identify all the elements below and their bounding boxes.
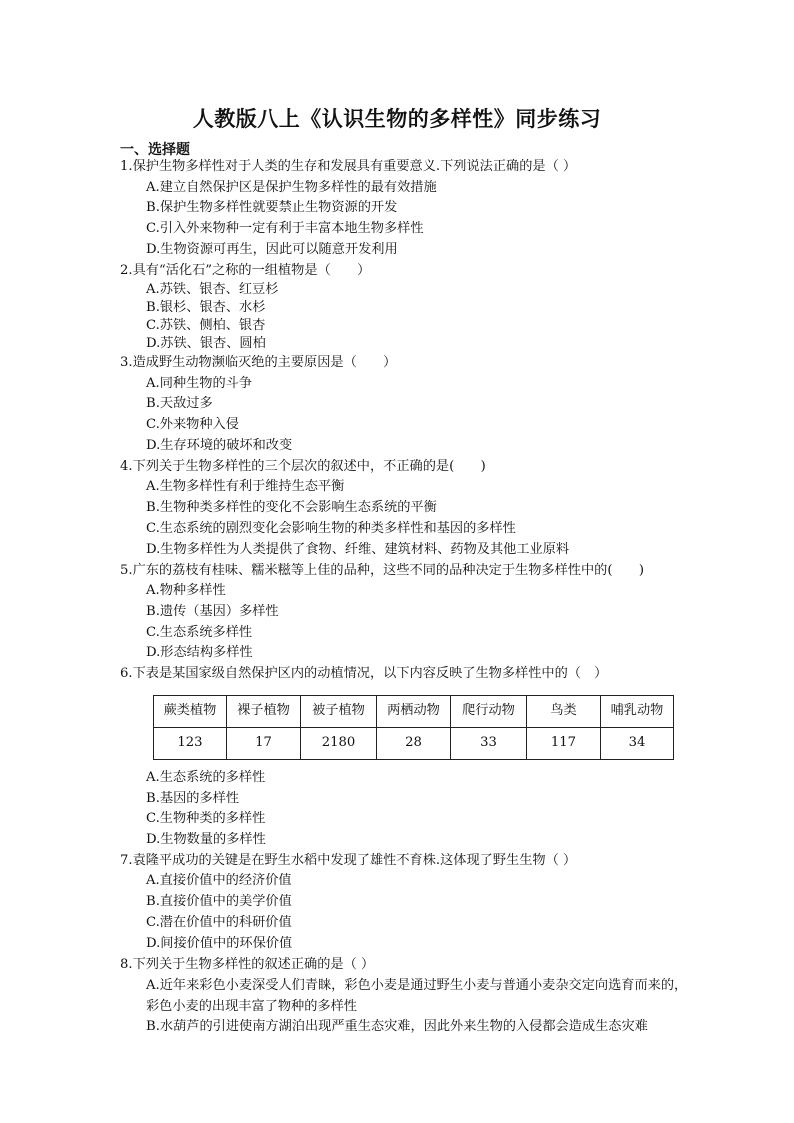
option-b: B.水葫芦的引进使南方湖泊出现严重生态灾难，因此外来生物的入侵都会造成生态灾难 (146, 1019, 648, 1035)
table-cell: 123 (154, 727, 227, 759)
page-title: 人教版八上《认识生物的多样性》同步练习 (192, 106, 602, 131)
option-c: C.潜在价值中的科研价值 (146, 915, 292, 931)
option-d: D.苏铁、银杏、圆柏 (146, 336, 266, 352)
table-cell: 33 (451, 727, 527, 759)
question-stem: 7.袁隆平成功的关键是在野生水稻中发现了雄性不育株.这体现了野生生物（ ） (120, 852, 577, 868)
option-a: A.生态系统的多样性 (146, 769, 266, 785)
option-c: C.外来物种入侵 (146, 417, 239, 433)
table-header-cell: 被子植物 (301, 695, 377, 727)
table-header-cell: 裸子植物 (227, 695, 301, 727)
question-stem: 4.下列关于生物多样性的三个层次的叙述中，不正确的是( ) (120, 458, 486, 474)
question-6 (120, 664, 700, 851)
option-d: D.生物数量的多样性 (146, 832, 266, 848)
option-a: A.建立自然保护区是保护生物多样性的最有效措施 (146, 179, 437, 195)
option-b: B.遗传（基因）多样性 (146, 603, 279, 619)
option-b: B.直接价值中的美学价值 (146, 894, 292, 910)
table-header-cell: 鸟类 (527, 695, 601, 727)
question-4 (120, 457, 700, 561)
option-a: A.近年来彩色小麦深受人们青睐，彩色小麦是通过野生小麦与普通小麦杂交定向选育而来的，彩色小麦的出现丰富了物种的多样性 (146, 978, 688, 1015)
option-b: B.生物种类多样性的变化不会影响生态系统的平衡 (146, 500, 437, 516)
option-b: B.天敌过多 (146, 396, 213, 412)
question-1 (120, 157, 700, 261)
option-c: C.生态系统多样性 (146, 624, 253, 640)
table-header-cell: 两栖动物 (377, 695, 451, 727)
question-stem: 8.下列关于生物多样性的叙述正确的是（ ） (120, 956, 375, 972)
question-list (120, 157, 700, 1038)
question-2 (120, 261, 700, 354)
option-a: A.物种多样性 (146, 583, 226, 599)
question-7 (120, 851, 700, 955)
section-heading: 一、选择题 (120, 142, 190, 158)
option-d: D.生存环境的破坏和改变 (146, 438, 293, 454)
option-a: A.同种生物的斗争 (146, 375, 253, 391)
option-a: A.直接价值中的经济价值 (146, 873, 292, 889)
table-header-cell: 蕨类植物 (154, 695, 227, 727)
option-a: A.生物多样性有利于维持生态平衡 (146, 479, 345, 495)
table-row (154, 727, 674, 759)
option-b: B.银杉、银杏、水杉 (146, 300, 266, 316)
question-stem: 1.保护生物多样性对于人类的生存和发展具有重要意义.下列说法正确的是（ ） (120, 159, 577, 174)
species-count-table (153, 695, 674, 760)
option-c: C.苏铁、侧柏、银杏 (146, 318, 266, 334)
table-header-row (154, 695, 674, 727)
question-8 (120, 955, 700, 1038)
table-cell: 117 (527, 727, 601, 759)
option-a: A.苏铁、银杏、红豆杉 (146, 282, 279, 298)
option-d: D.生物多样性为人类提供了食物、纤维、建筑材料、药物及其他工业原料 (146, 541, 570, 557)
table-cell: 28 (377, 727, 451, 759)
question-stem: 6.下表是某国家级自然保护区内的动植情况，以下内容反映了生物多样性中的（ ） (120, 666, 608, 682)
question-5 (120, 561, 700, 665)
question-stem: 2.具有“活化石”之称的一组植物是（ ） (120, 262, 371, 278)
question-stem: 5.广东的荔枝有桂味、糯米糍等上佳的品种，这些不同的品种决定于生物多样性中的( ) (120, 562, 644, 578)
option-c: C.引入外来物种一定有利于丰富本地生物多样性 (146, 221, 424, 237)
option-d: D.间接价值中的环保价值 (146, 935, 293, 951)
option-c: C.生物种类的多样性 (146, 811, 266, 827)
table-header-cell: 爬行动物 (451, 695, 527, 727)
table-cell: 17 (227, 727, 301, 759)
option-d: D.生物资源可再生，因此可以随意开发利用 (146, 241, 398, 257)
table-cell: 2180 (301, 727, 377, 759)
option-b: B.基因的多样性 (146, 790, 240, 806)
option-b: B.保护生物多样性就要禁止生物资源的开发 (146, 200, 398, 216)
table-cell: 34 (601, 727, 674, 759)
question-stem: 3.造成野生动物濒临灭绝的主要原因是（ ） (120, 355, 397, 371)
question-3 (120, 353, 700, 457)
table-header-cell: 哺乳动物 (601, 695, 674, 727)
option-d: D.形态结构多样性 (146, 645, 253, 661)
option-c: C.生态系统的剧烈变化会影响生物的种类多样性和基因的多样性 (146, 520, 516, 536)
